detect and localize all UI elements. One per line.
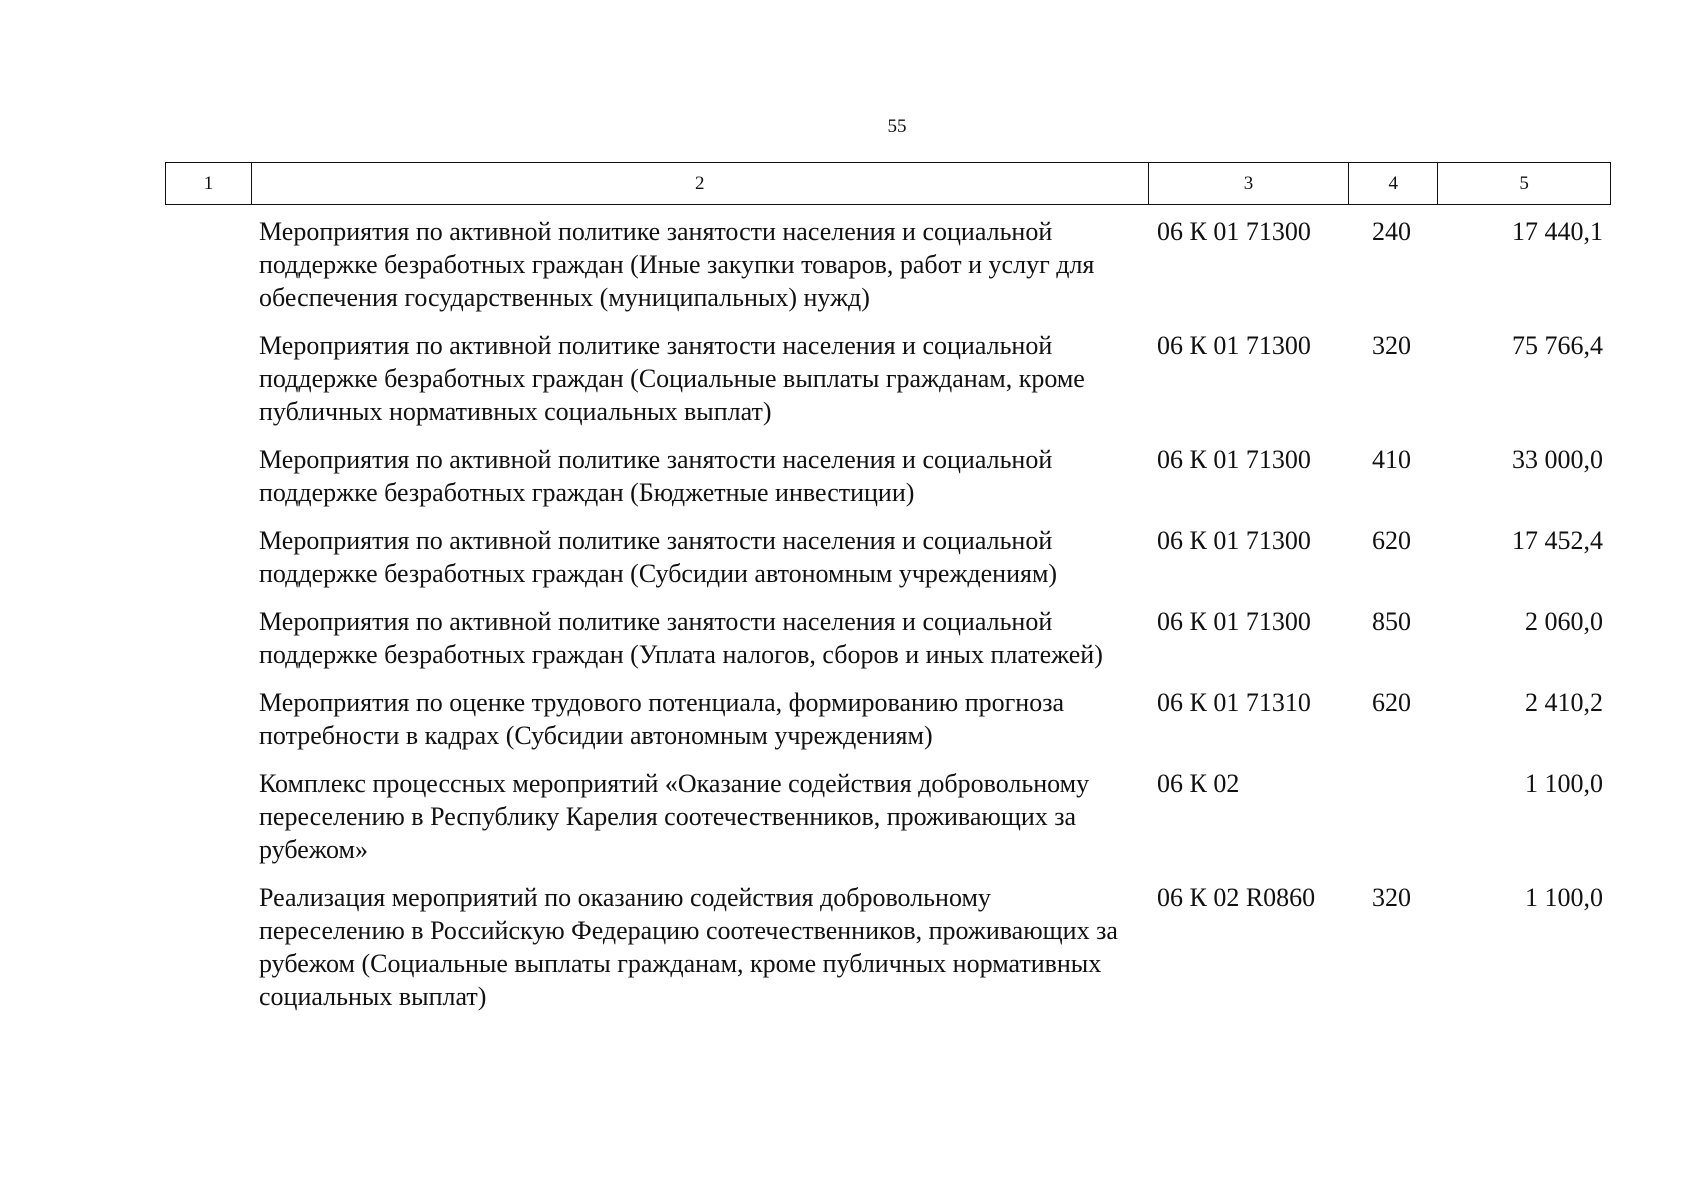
row-type: 320 [1372, 331, 1411, 360]
table-row [251, 881, 1611, 1013]
row-name: Комплекс процессных мероприятий «Оказание содействия добровольному переселению в Республику Карелия соотечественников, проживающих за рубежом» [259, 769, 1090, 864]
table-row [251, 767, 1611, 866]
row-sum: 33 000,0 [1512, 445, 1603, 474]
row-type: 620 [1372, 688, 1411, 717]
row-type: 850 [1372, 607, 1411, 636]
header-cell-2: 2 [252, 163, 1149, 204]
row-name: Мероприятия по активной политике занятости населения и социальной поддержке безработных граждан (Уплата налогов, сборов и иных платежей) [259, 607, 1103, 669]
row-type [1350, 767, 1439, 866]
page-number: 55 [887, 116, 907, 137]
row-name: Мероприятия по активной политике занятости населения и социальной поддержке безработных граждан (Иные закупки товаров, работ и услуг для обеспечения государственных (муниципальных) нужд) [259, 217, 1095, 312]
table-row [251, 215, 1611, 314]
header-cell-3: 3 [1149, 163, 1350, 204]
row-type: 620 [1372, 526, 1411, 555]
table-row [251, 686, 1611, 752]
row-sum: 75 766,4 [1512, 331, 1603, 360]
row-code: 06 К 02 [1157, 769, 1240, 798]
row-name: Мероприятия по активной политике занятости населения и социальной поддержке безработных граждан (Бюджетные инвестиции) [259, 445, 1053, 507]
row-sum: 1 100,0 [1525, 883, 1603, 912]
row-sum: 17 452,4 [1512, 526, 1603, 555]
row-code: 06 К 01 71300 [1157, 217, 1311, 246]
row-name: Мероприятия по активной политике занятости населения и социальной поддержке безработных граждан (Социальные выплаты гражданам, кроме публичных нормативных социальных выплат) [259, 331, 1085, 426]
row-code: 06 К 01 71300 [1157, 526, 1311, 555]
row-name: Мероприятия по оценке трудового потенциала, формированию прогноза потребности в кадрах (Субсидии автономным учреждениям) [259, 688, 1065, 750]
row-sum: 17 440,1 [1512, 217, 1603, 246]
header-cell-1: 1 [166, 163, 252, 204]
row-name: Реализация мероприятий по оказанию содействия добровольному переселению в Российскую Федерацию соотечественников, проживающих за рубежом (Социальные выплаты гражданам, кроме публичных нормативных социальных выплат) [259, 883, 1118, 1011]
row-code: 06 К 01 71300 [1157, 445, 1311, 474]
row-sum: 2 410,2 [1525, 688, 1603, 717]
table-row [251, 524, 1611, 590]
row-type: 320 [1372, 883, 1411, 912]
row-type: 410 [1372, 445, 1411, 474]
row-code: 06 К 01 71300 [1157, 607, 1311, 636]
table-body [251, 215, 1611, 1028]
table-row [251, 443, 1611, 509]
row-code: 06 К 01 71300 [1157, 331, 1311, 360]
row-name: Мероприятия по активной политике занятости населения и социальной поддержке безработных граждан (Субсидии автономным учреждениям) [259, 526, 1058, 588]
row-type: 240 [1372, 217, 1411, 246]
table-header [165, 162, 1611, 205]
row-code: 06 К 02 R0860 [1157, 883, 1316, 912]
header-cell-4: 4 [1349, 163, 1438, 204]
header-cell-5: 5 [1519, 172, 1529, 194]
table-row [251, 329, 1611, 428]
row-code: 06 К 01 71310 [1157, 688, 1311, 717]
row-sum: 1 100,0 [1525, 769, 1603, 798]
row-sum: 2 060,0 [1525, 607, 1603, 636]
table-row [251, 605, 1611, 671]
